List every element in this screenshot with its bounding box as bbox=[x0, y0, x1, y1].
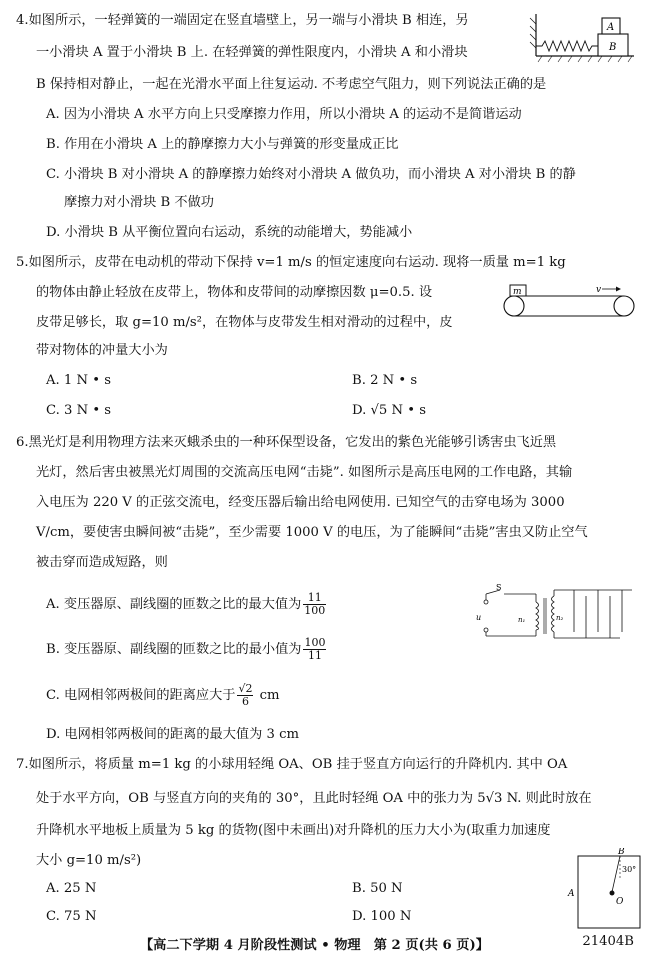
conveyor-belt-figure bbox=[500, 282, 640, 326]
label-a: A bbox=[607, 22, 615, 33]
label-v: v bbox=[596, 285, 602, 295]
terminal-bottom bbox=[484, 628, 488, 632]
ground-hatching bbox=[538, 56, 632, 62]
label-b: B bbox=[618, 848, 625, 857]
q5-stem-line-2: 的物体由静止轻放在皮带上，物体和皮带间的动摩擦因数 μ=0.5. 设 bbox=[36, 285, 433, 300]
q5-stem-line-4: 带对物体的冲量大小为 bbox=[36, 343, 168, 358]
q6-option-a-text: A. 变压器原、副线圈的匝数之比的最大值为 bbox=[46, 597, 302, 612]
elevator-figure bbox=[564, 848, 644, 932]
wall-hatching bbox=[530, 18, 536, 48]
spring bbox=[536, 41, 598, 51]
q5-stem-line-3: 皮带足够长，取 g=10 m/s²，在物体与皮带发生相对滑动的过程中，皮 bbox=[36, 315, 453, 330]
q6-option-c bbox=[46, 683, 280, 708]
q7-stem-line-4: 大小 g=10 m/s²) bbox=[36, 853, 142, 868]
q5-option-b: B. 2 N • s bbox=[352, 373, 418, 388]
spring-block-figure bbox=[528, 10, 638, 66]
q6-option-c-text: C. 电网相邻两极间的距离应大于 bbox=[46, 688, 236, 703]
q5-option-c: C. 3 N • s bbox=[46, 403, 112, 418]
q4-option-d: D. 小滑块 B 从平衡位置向右运动，系统的动能增大，势能减小 bbox=[46, 225, 413, 240]
page-footer: 【高二下学期 4 月阶段性测试 • 物理 第 2 页(共 6 页)】 bbox=[140, 938, 489, 953]
q4-stem-line-1: 4.如图所示，一轻弹簧的一端固定在竖直墙壁上，另一端与小滑块 B 相连，另 bbox=[16, 13, 469, 28]
label-angle: 30° bbox=[622, 865, 637, 874]
q7-option-c: C. 75 N bbox=[46, 909, 97, 924]
q6-stem-line-5: 被击穿而造成短路，则 bbox=[36, 555, 168, 570]
q4-option-c-line-1: C. 小滑块 B 对小滑块 A 的静摩擦力始终对小滑块 A 做负功，而小滑块 A 对小滑块 B 的静 bbox=[46, 167, 576, 182]
q4-option-c-line-2: 摩擦力对小滑块 B 不做功 bbox=[64, 195, 214, 210]
right-pulley bbox=[614, 296, 634, 316]
label-n1: n₁ bbox=[518, 616, 526, 624]
q7-stem-line-3: 升降机水平地板上质量为 5 kg 的货物(图中未画出)对升降机的压力大小为(取重力加速度 bbox=[36, 823, 551, 838]
primary-coil-icon bbox=[536, 602, 539, 630]
q7-option-a: A. 25 N bbox=[46, 881, 97, 896]
electric-grid bbox=[574, 590, 622, 638]
q5-option-d-prefix: D. bbox=[352, 403, 371, 418]
q4-stem-line-2: 一小滑块 A 置于小滑块 B 上. 在轻弹簧的弹性限度内，小滑块 A 和小滑块 bbox=[36, 45, 468, 60]
secondary-coil-icon bbox=[552, 596, 555, 632]
q4-option-b: B. 作用在小滑块 A 上的静摩擦力大小与弹簧的形变量成正比 bbox=[46, 137, 399, 152]
q6-option-d: D. 电网相邻两极间的距离的最大值为 3 cm bbox=[46, 727, 299, 742]
q5-option-d-unit: N • s bbox=[387, 403, 426, 418]
q5-option-d-value: √5 bbox=[370, 403, 388, 418]
q7-option-d: D. 100 N bbox=[352, 909, 412, 924]
label-m: m bbox=[513, 287, 522, 297]
left-pulley bbox=[504, 296, 524, 316]
q6-option-a bbox=[46, 592, 328, 617]
q4-option-a: A. 因为小滑块 A 水平方向上只受摩擦力作用，所以小滑块 A 的运动不是简谐运动 bbox=[46, 107, 522, 122]
q5-option-a: A. 1 N • s bbox=[46, 373, 111, 388]
q7-stem-line-1: 7.如图所示，将质量 m=1 kg 的小球用轻绳 OA、OB 挂于竖直方向运行的升降机内. 其中 OA bbox=[16, 757, 568, 772]
q5-stem-line-1: 5.如图所示，皮带在电动机的带动下保持 v=1 m/s 的恒定速度向右运动. 现将一质量 m=1 kg bbox=[16, 255, 566, 270]
q6-option-a-fraction: $\frac{11}{100}$ bbox=[304, 591, 326, 617]
q5-option-d bbox=[352, 402, 426, 420]
q7-stem-line-2: 处于水平方向，OB 与竖直方向的夹角的 30°，且此时轻绳 OA 中的张力为 5√3 N. 则此时放在 bbox=[36, 791, 592, 806]
label-s: S bbox=[496, 583, 502, 592]
q6-option-b bbox=[46, 637, 328, 662]
q6-stem-line-4: V/cm，要使害虫瞬间被“击毙”，至少需要 1000 V 的电压，为了能瞬间“击毙”害虫又防止空气 bbox=[36, 525, 588, 540]
rope-ob bbox=[612, 856, 620, 892]
q6-option-c-unit: cm bbox=[255, 688, 280, 703]
arrowhead-icon bbox=[616, 287, 621, 292]
q6-option-c-fraction: $\frac{√2}{6}$ bbox=[238, 682, 253, 708]
exam-code: 21404B bbox=[582, 934, 634, 949]
q4-stem-line-3: B 保持相对静止，一起在光滑水平面上往复运动. 不考虑空气阻力，则下列说法正确的是 bbox=[36, 77, 547, 92]
label-a: A bbox=[568, 889, 575, 899]
q6-stem-line-3: 入电压为 220 V 的正弦交流电，经变压器后输出给电网使用. 已知空气的击穿电场为 3000 bbox=[36, 495, 565, 510]
terminal-top bbox=[484, 600, 488, 604]
q6-option-b-text: B. 变压器原、副线圈的匝数之比的最小值为 bbox=[46, 642, 302, 657]
label-u: u bbox=[476, 613, 482, 622]
transformer-circuit-figure bbox=[470, 580, 638, 640]
label-o: O bbox=[616, 897, 624, 907]
ball-icon bbox=[610, 891, 615, 896]
q6-stem-line-1: 6.黑光灯是利用物理方法来灭蛾杀虫的一种环保型设备，它发出的紫色光能够引诱害虫飞近黑 bbox=[16, 435, 557, 450]
q6-option-b-fraction: $\frac{100}{11}$ bbox=[304, 636, 326, 662]
label-n2: n₂ bbox=[556, 614, 564, 622]
q7-option-b: B. 50 N bbox=[352, 881, 403, 896]
q6-stem-line-2: 光灯，然后害虫被黑光灯周围的交流高压电网“击毙”. 如图所示是高压电网的工作电路，其输 bbox=[36, 465, 573, 480]
label-b: B bbox=[609, 42, 617, 53]
switch-blade bbox=[486, 590, 500, 594]
